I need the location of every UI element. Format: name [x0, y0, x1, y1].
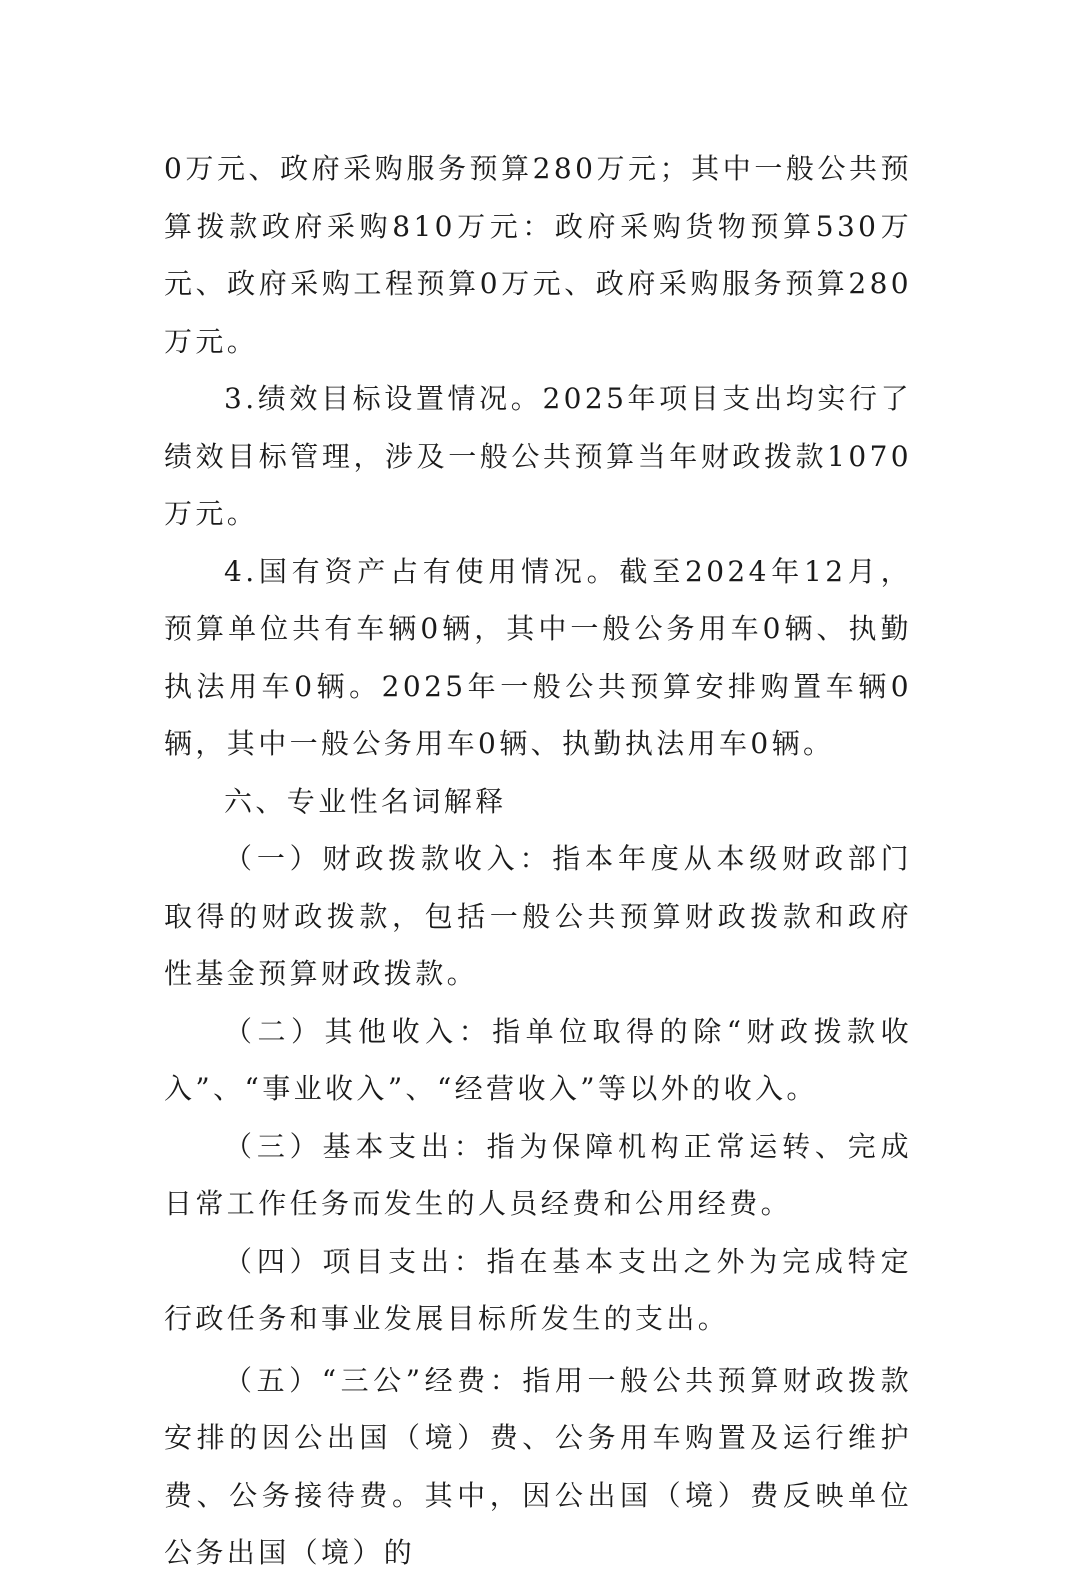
definition-three-public-expenses: （五）“三公”经费：指用一般公共预算财政拨款安排的因公出国（境）费、公务用车购置及运行维护费、公务接待费。其中，因公出国（境）费反映单位公务出国（境）的 — [164, 1363, 912, 1569]
definition-basic-expenditure: （三）基本支出：指为保障机构正常运转、完成日常工作任务而发生的人员经费和公用经费。 — [164, 1129, 912, 1220]
section-heading-terms: 六、专业性名词解释 — [224, 784, 507, 818]
paragraph-state-assets: 4.国有资产占有使用情况。截至2024年12月，预算单位共有车辆0辆，其中一般公务用车0辆、执勤执法用车0辆。2025年一般公共预算安排购置车辆0辆，其中一般公务用车0辆、执勤执法用车0辆。 — [164, 554, 912, 760]
paragraph-procurement-continued: 0万元、政府采购服务预算280万元；其中一般公共预算拨款政府采购810万元：政府采购货物预算530万元、政府采购工程预算0万元、政府采购服务预算280万元。 — [164, 152, 912, 358]
definition-fiscal-appropriation-income: （一）财政拨款收入：指本年度从本级财政部门取得的财政拨款，包括一般公共预算财政拨款和政府性基金预算财政拨款。 — [164, 842, 912, 990]
document-page — [164, 140, 912, 1582]
definition-project-expenditure: （四）项目支出：指在基本支出之外为完成特定行政任务和事业发展目标所发生的支出。 — [164, 1244, 912, 1335]
paragraph-performance-targets: 3.绩效目标设置情况。2025年项目支出均实行了绩效目标管理，涉及一般公共预算当年财政拨款1070万元。 — [164, 382, 912, 530]
definition-other-income: （二）其他收入：指单位取得的除“财政拨款收入”、“事业收入”、“经营收入”等以外的收入。 — [164, 1014, 912, 1105]
